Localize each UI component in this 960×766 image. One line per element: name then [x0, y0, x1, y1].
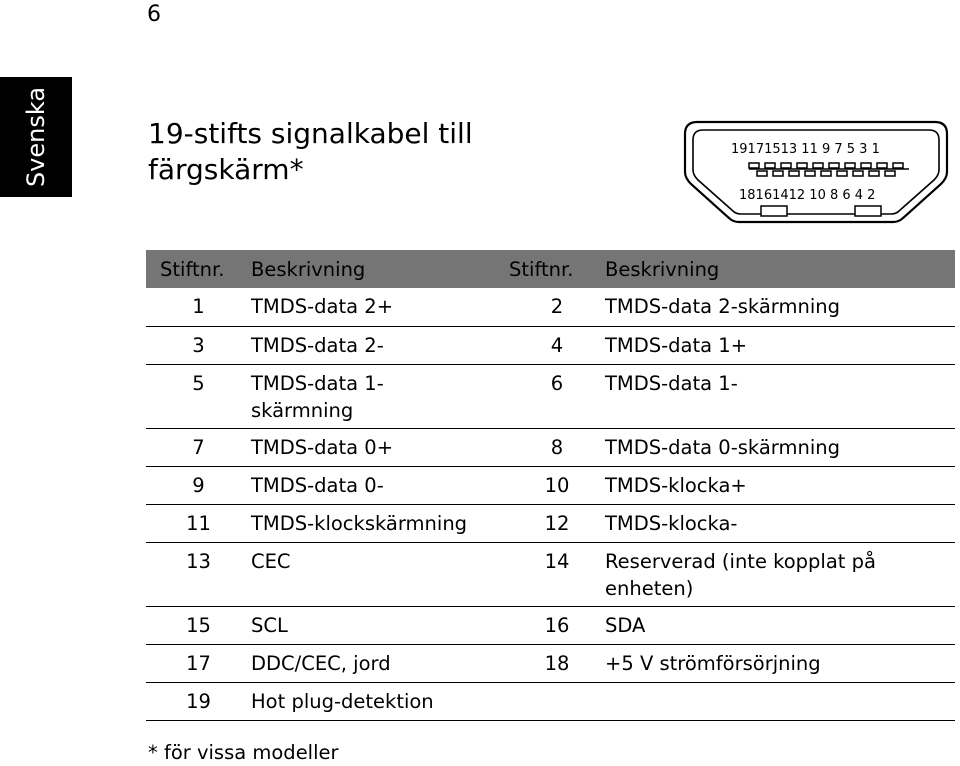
pin-description: TMDS-data 2-skärmning — [605, 288, 955, 326]
pin-number: 6 — [509, 364, 605, 428]
pin-number: 16 — [509, 606, 605, 644]
table-row — [146, 364, 955, 428]
pin-number: 17 — [146, 644, 251, 682]
pin-slot-bottom — [757, 171, 767, 176]
pin-number: 5 — [146, 364, 251, 428]
bottom-pin-numbers: 18161412 10 8 6 4 2 — [739, 188, 876, 203]
pin-slot-top — [781, 163, 791, 168]
language-tab — [0, 77, 72, 197]
connector-tab-left — [761, 206, 787, 216]
pin-slot-bottom — [773, 171, 783, 176]
header-pin-1: Stiftnr. — [146, 250, 251, 288]
pin-slot-bottom — [837, 171, 847, 176]
language-tab-label: Svenska — [22, 86, 50, 188]
pin-slot-bottom — [869, 171, 879, 176]
pin-slot-bottom — [789, 171, 799, 176]
pin-description: TMDS-data 1-skärmning — [251, 364, 509, 428]
pin-description: DDC/CEC, jord — [251, 644, 509, 682]
table-row — [146, 682, 955, 720]
pin-number: 9 — [146, 466, 251, 504]
pin-slot-top — [845, 163, 855, 168]
pin-number: 10 — [509, 466, 605, 504]
pin-slot-top — [765, 163, 775, 168]
table-row — [146, 288, 955, 326]
top-pin-numbers: 19171513 11 9 7 5 3 1 — [731, 142, 880, 157]
page-number: 6 — [147, 2, 161, 27]
pin-description: SDA — [605, 606, 955, 644]
pin-description: TMDS-data 0-skärmning — [605, 428, 955, 466]
pin-number: 8 — [509, 428, 605, 466]
header-description-1: Beskrivning — [251, 250, 509, 288]
pin-number: 3 — [146, 326, 251, 364]
hdmi-connector-icon — [683, 120, 949, 228]
table-row — [146, 466, 955, 504]
table-row — [146, 326, 955, 364]
pin-number: 12 — [509, 504, 605, 542]
footnote: * för vissa modeller — [148, 741, 339, 764]
pin-number: 18 — [509, 644, 605, 682]
header-pin-2: Stiftnr. — [509, 250, 605, 288]
pin-slot-top — [829, 163, 839, 168]
pin-description: TMDS-data 2- — [251, 326, 509, 364]
pin-slot-bottom — [853, 171, 863, 176]
pin-slot-top — [893, 163, 903, 168]
pin-slot-top — [813, 163, 823, 168]
pin-description: +5 V strömförsörjning — [605, 644, 955, 682]
connector-tab-right — [855, 206, 881, 216]
pin-number: 1 — [146, 288, 251, 326]
table-header-row — [146, 250, 955, 288]
pin-slot-bottom — [885, 171, 895, 176]
table-row — [146, 644, 955, 682]
pin-description: TMDS-data 1+ — [605, 326, 955, 364]
pin-description: TMDS-data 1- — [605, 364, 955, 428]
pin-description: TMDS-klockskärmning — [251, 504, 509, 542]
pin-slot-bottom — [821, 171, 831, 176]
pin-description: TMDS-data 2+ — [251, 288, 509, 326]
pin-number — [509, 682, 605, 720]
pin-description: TMDS-data 0- — [251, 466, 509, 504]
pin-description: Reserverad (inte kopplat på enheten) — [605, 542, 955, 606]
pin-description: TMDS-klocka+ — [605, 466, 955, 504]
pin-slot-top — [797, 163, 807, 168]
pin-slot-top — [877, 163, 887, 168]
pin-number: 7 — [146, 428, 251, 466]
pin-description: TMDS-data 0+ — [251, 428, 509, 466]
pin-number: 13 — [146, 542, 251, 606]
pin-table — [146, 250, 955, 721]
table-row — [146, 606, 955, 644]
header-description-2: Beskrivning — [605, 250, 955, 288]
pin-number: 15 — [146, 606, 251, 644]
table-row — [146, 428, 955, 466]
pin-slot-top — [749, 163, 759, 168]
table-row — [146, 504, 955, 542]
pin-slot-bottom — [805, 171, 815, 176]
pin-number: 14 — [509, 542, 605, 606]
pin-description: TMDS-klocka- — [605, 504, 955, 542]
table-row — [146, 542, 955, 606]
pin-number: 4 — [509, 326, 605, 364]
pin-description: SCL — [251, 606, 509, 644]
pin-description — [605, 682, 955, 720]
page-title: 19-stifts signalkabel till färgskärm* — [148, 117, 473, 186]
pin-number: 2 — [509, 288, 605, 326]
pin-description: CEC — [251, 542, 509, 606]
pin-number: 19 — [146, 682, 251, 720]
pin-slot-top — [861, 163, 871, 168]
pin-description: Hot plug-detektion — [251, 682, 509, 720]
pin-number: 11 — [146, 504, 251, 542]
